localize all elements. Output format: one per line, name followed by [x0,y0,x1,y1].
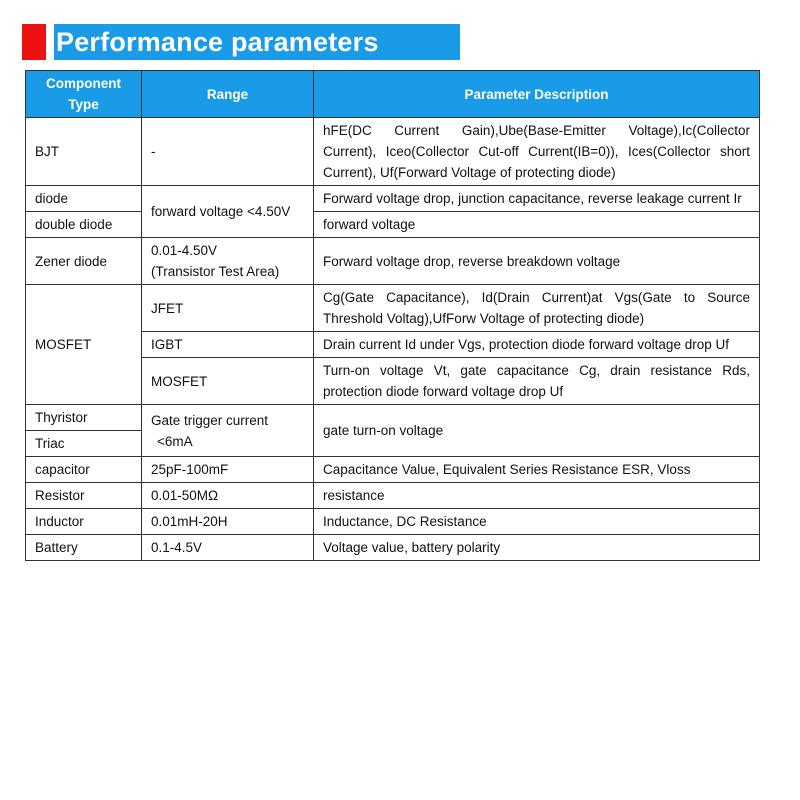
cell-type: Inductor [26,509,142,535]
cell-description: Forward voltage drop, reverse breakdown voltage [314,238,760,285]
cell-range: 0.01mH-20H [142,509,314,535]
cell-range-line2: <6mA [157,433,193,449]
cell-type: Battery [26,535,142,561]
cell-range-diode [142,186,314,238]
cell-type: double diode [26,212,142,238]
red-accent-block [22,24,46,60]
cell-type: diode [26,186,142,212]
cell-description: Voltage value, battery polarity [314,535,760,561]
cell-range-text: forward voltage <4.50V [151,204,291,219]
table-row-zener [26,238,760,285]
cell-type: Thyristor [26,405,142,431]
cell-range: 0.01-50MΩ [142,483,314,509]
table-header-row [26,71,760,118]
table-row-diode [26,186,760,212]
cell-description: forward voltage [314,212,760,238]
cell-type: capacitor [26,457,142,483]
cell-range: 25pF-100mF [142,457,314,483]
cell-description: Inductance, DC Resistance [314,509,760,535]
cell-description: Capacitance Value, Equivalent Series Resistance ESR, Vloss [314,457,760,483]
cell-description: hFE(DC Current Gain),Ube(Base-Emitter Voltage),Ic(Collector Current), Iceo(Collector Cut-off Current(IB=0)), Ices(Collector short Current), Uf(Forward Voltage of protecting diode) [314,118,760,186]
cell-type: Zener diode [26,238,142,285]
cell-description: Forward voltage drop, junction capacitance, reverse leakage current Ir [314,186,760,212]
cell-range [142,238,314,285]
cell-description: Cg(Gate Capacitance), Id(Drain Current)at Vgs(Gate to Source Threshold Voltag),UfForw Voltage of protecting diode) [314,285,760,332]
page-title: Performance parameters [54,24,460,60]
cell-description: Turn-on voltage Vt, gate capacitance Cg, drain resistance Rds, protection diode forward voltage drop Uf [314,358,760,405]
cell-subtype: MOSFET [142,358,314,405]
cell-subtype: IGBT [142,332,314,358]
table-row-bjt [26,118,760,186]
cell-subtype: JFET [142,285,314,332]
table-row-thyristor [26,405,760,431]
table-row-double-diode [26,212,760,238]
cell-type: BJT [26,118,142,186]
table-row-inductor [26,509,760,535]
header-parameter-description: Parameter Description [314,71,760,118]
table-row-jfet [26,285,760,332]
cell-range-line1: 0.01-4.50V [151,243,218,258]
title-bar [22,24,460,60]
table-row-resistor [26,483,760,509]
cell-type: Resistor [26,483,142,509]
cell-range-line2: (Transistor Test Area) [151,264,280,279]
performance-table [25,70,760,561]
cell-description: resistance [314,483,760,509]
cell-range: - [142,118,314,186]
header-range: Range [142,71,314,118]
table-row-capacitor [26,457,760,483]
table-row-battery [26,535,760,561]
cell-type: Triac [26,431,142,457]
cell-range-thyristor [142,405,314,457]
cell-range-line1: Gate trigger current [151,412,269,428]
cell-description: gate turn-on voltage [314,405,760,457]
cell-description: Drain current Id under Vgs, protection diode forward voltage drop Uf [314,332,760,358]
cell-range: 0.1-4.5V [142,535,314,561]
cell-type-mosfet-group: MOSFET [26,285,142,405]
header-component-type: Component Type [26,71,142,118]
